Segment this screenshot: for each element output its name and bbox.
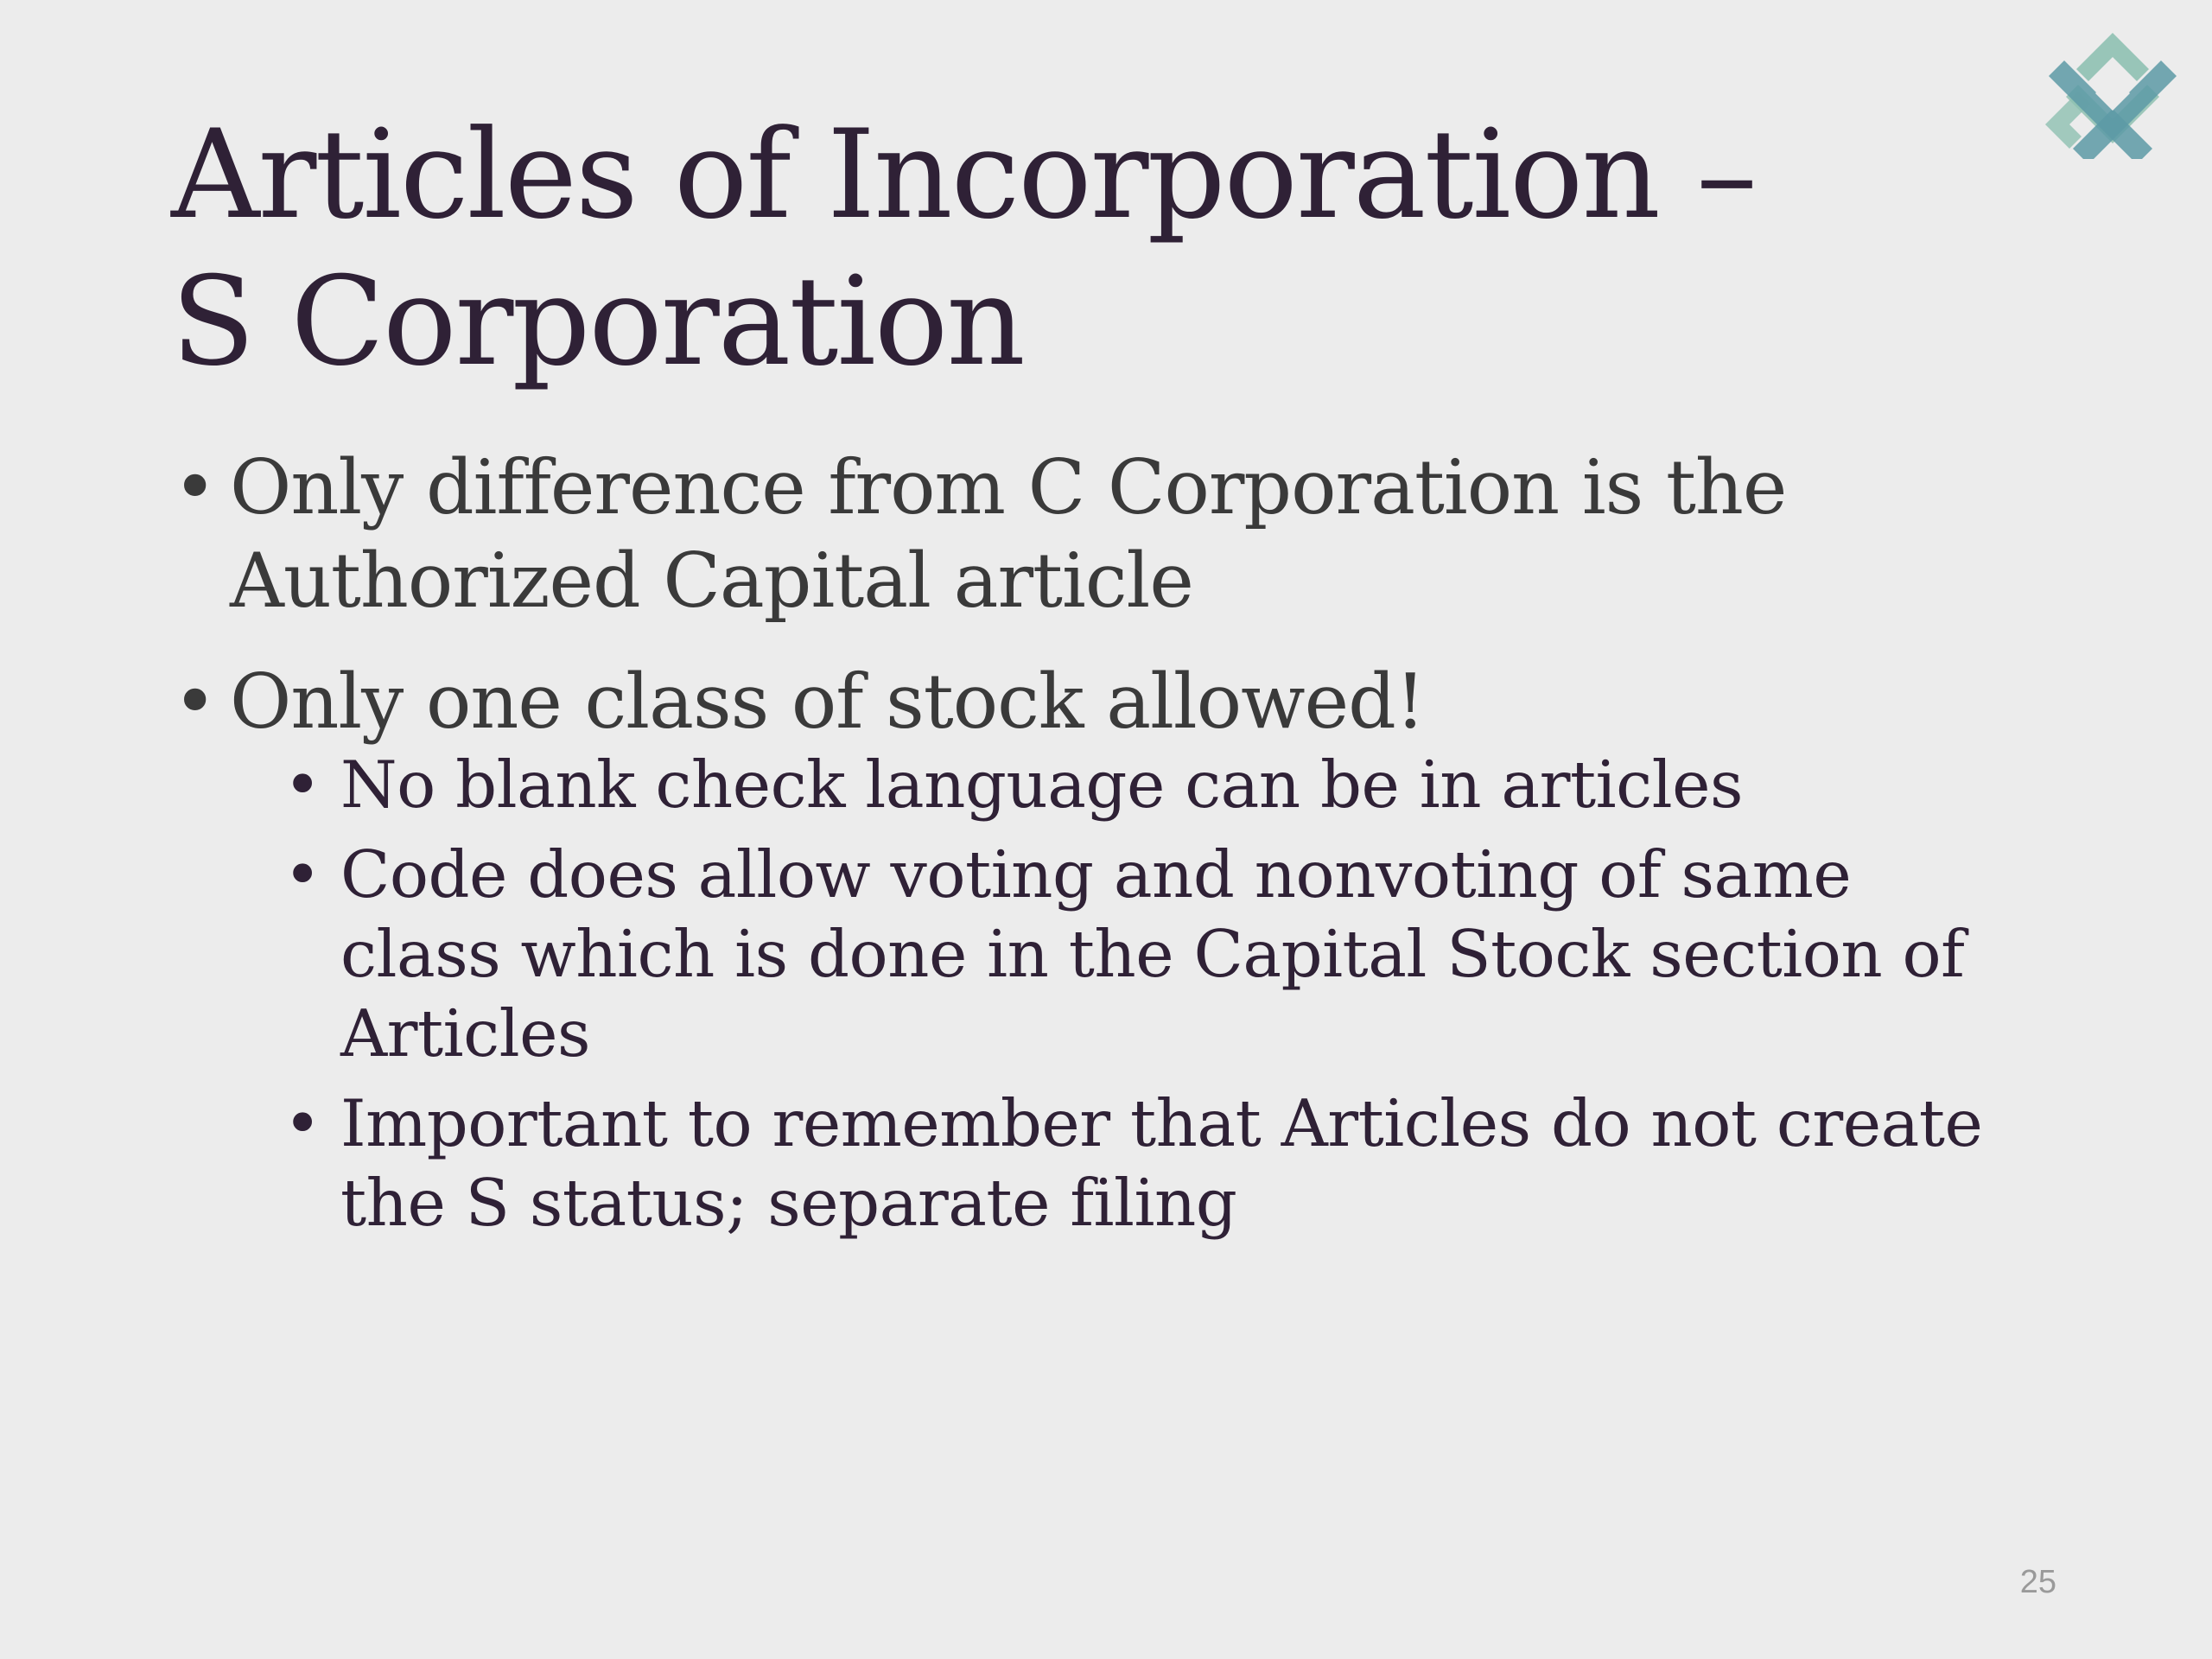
sub-bullet-item [283,1084,2029,1243]
sub-bullet-marker: • [283,747,321,823]
bullet-text: Only one class of stock allowed! [230,658,1425,746]
sub-bullet-text: Important to remember that Articles do not create the S status; separate filing [340,1085,1983,1241]
bullet-marker: • [173,658,217,746]
sub-bullet-marker: • [283,1085,321,1161]
bullet-text: Only difference from C Corporation is the Authorized Capital article [230,443,1787,625]
sub-bullet-text: Code does allow voting and nonvoting of same class which is done in the Capital Stock section of Articles [340,836,1965,1071]
bullet-marker: • [173,443,217,531]
slide-title-line-2: S Corporation [171,251,1024,393]
logo-icon [2044,31,2182,159]
bullet-item [171,655,2029,748]
slide-title-line-1: Articles of Incorporation – [171,104,1757,246]
page-number: 25 [2019,1564,2056,1600]
sub-bullet-item [283,745,2029,824]
sub-bullet-marker: • [283,836,321,912]
bullet-item [171,441,2029,627]
slide-title [171,102,1986,396]
sub-bullet-text: No blank check language can be in articles [340,747,1743,823]
slide-body [171,441,2029,1243]
sub-bullet-item [283,835,2029,1073]
